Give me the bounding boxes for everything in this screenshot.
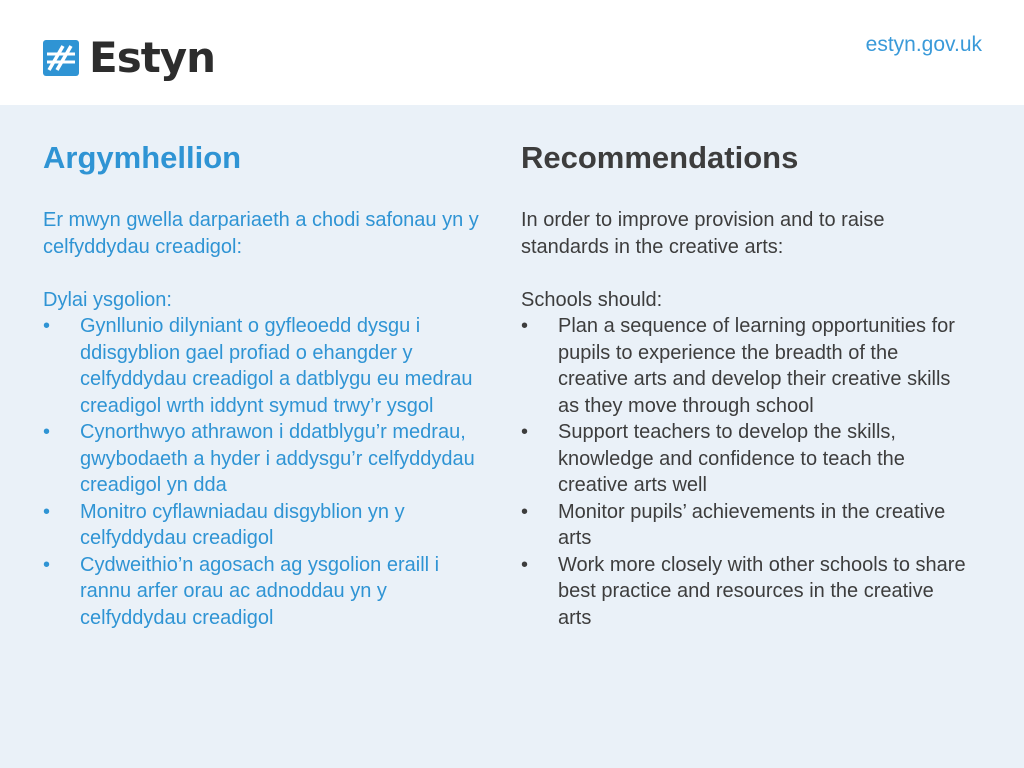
- welsh-bullet-text: Cydweithio’n agosach ag ysgolion eraill i rannu arfer orau ac adnoddau yn y celfyddydau creadigol: [80, 553, 440, 629]
- english-bullet-item: [521, 552, 971, 632]
- welsh-bullet-item: [43, 313, 493, 419]
- welsh-bullet-text: Cynorthwyo athrawon i ddatblygu’r medrau, gwybodaeth a hyder i addysgu’r celfyddydau creadigol yn dda: [80, 421, 475, 496]
- english-bullet-item: [521, 499, 971, 552]
- bullet-icon: •: [43, 421, 51, 443]
- english-bullet-item: [521, 419, 971, 499]
- welsh-intro: Er mwyn gwella darpariaeth a chodi safonau yn y celfyddydau creadigol:: [43, 209, 479, 258]
- english-bullet-text: Work more closely with other schools to share best practice and resources in the creative arts: [558, 553, 966, 629]
- english-column: [521, 138, 971, 631]
- bullet-icon: •: [521, 553, 529, 576]
- estyn-logo-icon: [43, 40, 79, 76]
- bullet-icon: •: [521, 421, 529, 443]
- welsh-heading: Argymhellion: [43, 140, 242, 175]
- english-lead: Schools should:: [521, 288, 663, 311]
- bullet-icon: •: [43, 500, 51, 523]
- welsh-bullet-text: Gynllunio dilyniant o gyfleoedd dysgu i ddisgyblion gael profiad o ehangder y celfyddydau creadigol a datblygu eu medrau creadigol wrth iddynt symud trwy’r ysgol: [80, 315, 473, 417]
- english-heading: Recommendations: [521, 140, 799, 175]
- english-intro: In order to improve provision and to raise standards in the creative arts:: [521, 209, 885, 258]
- bullet-icon: •: [521, 500, 529, 523]
- bullet-icon: •: [43, 315, 51, 337]
- welsh-bullet-item: [43, 419, 493, 499]
- site-url-link[interactable]: estyn.gov.uk: [865, 33, 982, 56]
- welsh-bullet-item: [43, 552, 493, 632]
- bullet-icon: •: [521, 315, 529, 337]
- welsh-bullet-item: [43, 499, 493, 552]
- welsh-bullet-list: [43, 313, 493, 631]
- english-bullet-text: Plan a sequence of learning opportunities for pupils to experience the breadth of the creative arts and develop their creative skills as they move through school: [558, 315, 955, 417]
- welsh-column: [43, 138, 493, 631]
- estyn-logo[interactable]: [43, 34, 215, 82]
- english-bullet-item: [521, 313, 971, 419]
- english-bullet-text: Monitor pupils’ achievements in the creative arts: [558, 500, 946, 549]
- welsh-lead: Dylai ysgolion:: [43, 288, 172, 311]
- english-bullet-text: Support teachers to develop the skills, knowledge and confidence to teach the creative arts well: [558, 421, 905, 496]
- english-bullet-list: [521, 313, 971, 631]
- header-bar: [0, 0, 1024, 105]
- logo-text: Estyn: [89, 33, 216, 82]
- welsh-bullet-text: Monitro cyflawniadau disgyblion yn y celfyddydau creadigol: [80, 500, 405, 549]
- bullet-icon: •: [43, 553, 51, 576]
